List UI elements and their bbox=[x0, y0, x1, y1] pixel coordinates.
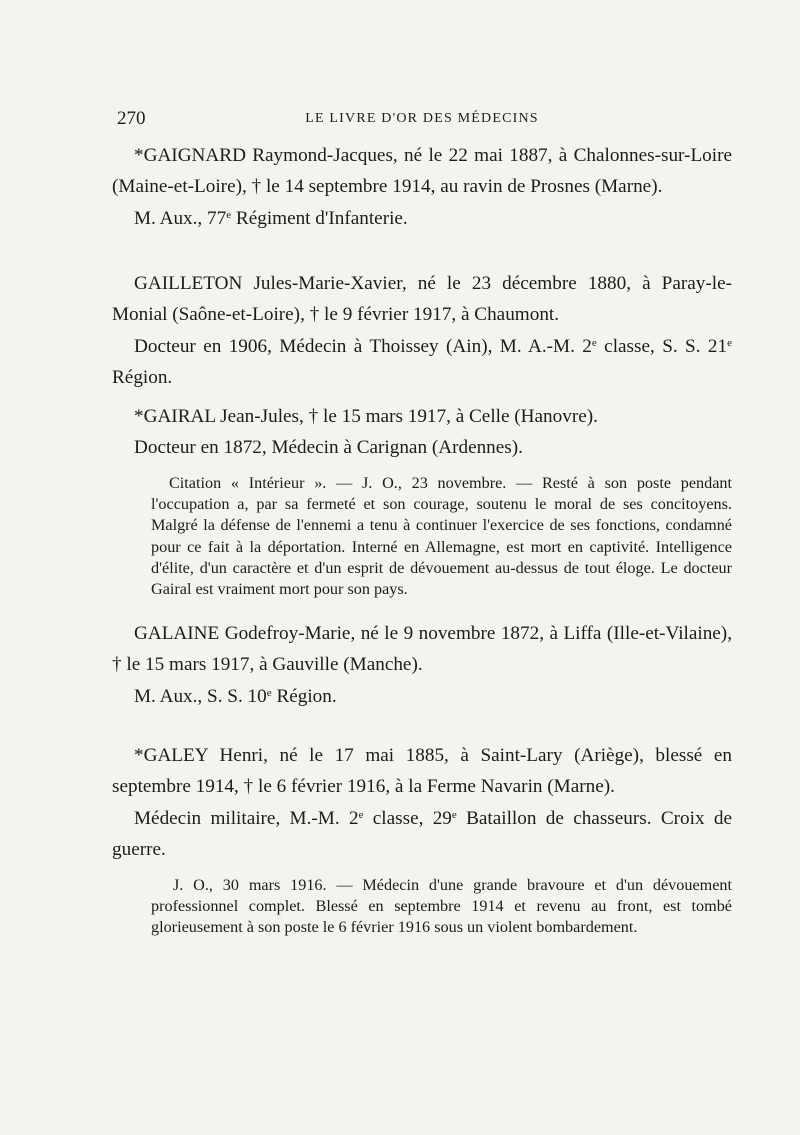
entry-service bbox=[112, 331, 732, 393]
entry-citation: Citation « Intérieur ». — J. O., 23 novembre. — Resté à son poste pendant l'occupation a, par sa fermeté et son courage, soutenu le moral de ses concitoyens. Malgré la défense de l'ennemi a tenu à continuer l'exercice de ses fonctions, condamné pour ce fait à la déportation. Interné en Allemagne, est mort en captivité. Intelligence d'élite, d'un caractère et d'un esprit de dévouement au-dessus de tout éloge. Le docteur Gairal est vraiment mort pour son pays. bbox=[151, 474, 732, 599]
service-text: Régiment d'Infanterie. bbox=[231, 208, 408, 229]
service-text: Bataillon de chasseurs. Croix de guerre. bbox=[112, 808, 732, 860]
entry-service bbox=[112, 203, 732, 234]
service-text: classe, S. S. 21 bbox=[596, 336, 728, 357]
service-text: Région. bbox=[112, 367, 173, 388]
ordinal-suffix: e bbox=[358, 809, 364, 821]
entry-gairal bbox=[112, 401, 732, 600]
service-text: Région. bbox=[271, 686, 337, 707]
entry-bio: GAILLETON Jules-Marie-Xavier, né le 23 décembre 1880, à Paray-le-Monial (Saône-et-Loire), † le 9 février 1917, à Chaumont. bbox=[112, 273, 732, 325]
entry-bio: *GAIGNARD Raymond-Jacques, né le 22 mai 1887, à Chalonnes-sur-Loire (Maine-et-Loire), † le 14 septembre 1914, au ravin de Prosnes (Marne). bbox=[112, 145, 732, 197]
entry-citation: J. O., 30 mars 1916. — Médecin d'une grande bravoure et d'un dévouement professionnel complet. Blessé en septembre 1914 et revenu au front, est tombé glorieusement à son poste le 6 février 1916 sous un violent bombardement. bbox=[151, 876, 732, 937]
entry-service bbox=[112, 803, 732, 865]
entry-gailleton bbox=[112, 268, 732, 393]
ordinal-suffix: e bbox=[451, 809, 457, 821]
ordinal-suffix: e bbox=[727, 337, 732, 349]
entry-service bbox=[112, 681, 732, 712]
entry-bio: *GALEY Henri, né le 17 mai 1885, à Saint-Lary (Ariège), blessé en septembre 1914, † le 6 février 1916, à la Ferme Navarin (Marne). bbox=[112, 745, 732, 797]
page-header bbox=[117, 108, 727, 134]
service-text: Docteur en 1906, Médecin à Thoissey (Ain), M. A.-M. 2 bbox=[134, 336, 592, 357]
entry-bio: GALAINE Godefroy-Marie, né le 9 novembre 1872, à Liffa (Ille-et-Vilaine), † le 15 mars 1917, à Gauville (Manche). bbox=[112, 623, 732, 675]
service-text: Médecin militaire, M.-M. 2 bbox=[134, 808, 359, 829]
service-text: M. Aux., 77 bbox=[134, 208, 227, 229]
service-text: classe, 29 bbox=[363, 808, 452, 829]
ordinal-suffix: e bbox=[591, 337, 597, 349]
ordinal-suffix: e bbox=[266, 687, 272, 699]
service-text: M. Aux., S. S. 10 bbox=[134, 686, 267, 707]
running-title: LE LIVRE D'OR DES MÉDECINS bbox=[305, 111, 539, 126]
entry-bio: *GAIRAL Jean-Jules, † le 15 mars 1917, à Celle (Hanovre). bbox=[134, 406, 598, 427]
entry-galey bbox=[112, 740, 732, 939]
ordinal-suffix: e bbox=[226, 209, 232, 221]
entry-service: Docteur en 1872, Médecin à Carignan (Ardennes). bbox=[134, 437, 523, 458]
entry-galaine bbox=[112, 618, 732, 712]
page-number: 270 bbox=[117, 108, 146, 129]
entry-gaignard bbox=[112, 140, 732, 234]
